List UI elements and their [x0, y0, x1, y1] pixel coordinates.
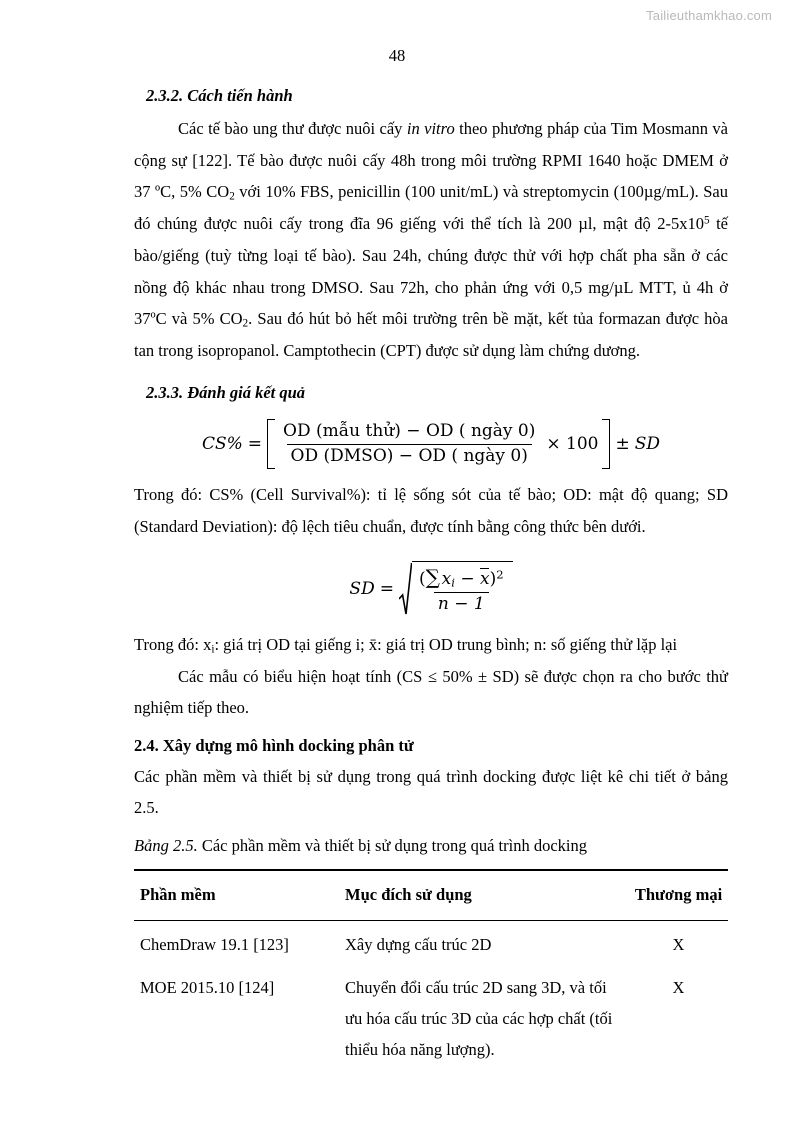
- formula-sd-denominator: n − 1: [434, 592, 489, 616]
- paren-close: ): [489, 568, 497, 589]
- sum-sign-icon: ∑: [425, 564, 440, 589]
- table-head: [134, 870, 728, 920]
- table-header-software: Phần mềm: [134, 870, 339, 920]
- table-row: [134, 920, 728, 964]
- cell-software: MOE 2015.10 [124]: [140, 977, 275, 997]
- table-row: [134, 964, 728, 1069]
- paren-open: (: [418, 568, 426, 589]
- formula-cs-times: × 100: [546, 434, 599, 455]
- formula-cs-bracket: [267, 419, 610, 470]
- subscript-i: i: [211, 643, 215, 656]
- docking-software-table: [134, 869, 728, 1069]
- formula-sd-sqrt: [399, 561, 513, 617]
- formula-sd-lhs: SD: [349, 578, 375, 599]
- paragraph-cs-legend: Trong đó: CS% (Cell Survival%): tỉ lệ sống sót của tế bào; OD: mật độ quang; SD (Standard Deviation): độ lệch tiêu chuẩn, được tính bằng công thức bên dưới.: [134, 485, 728, 537]
- table-header-row: [134, 870, 728, 920]
- formula-cs-fraction: [279, 421, 539, 468]
- table-caption: [134, 830, 728, 861]
- paragraph-method: [134, 113, 728, 367]
- bracket-left: [267, 419, 275, 470]
- formula-cs-lhs: CS%: [201, 434, 243, 455]
- para-text-c: với 10% FBS, penicillin (100 unit/mL) và streptomycin (100µg/mL). Sau đó chúng được nuôi cấy trong đĩa 96 giếng với thể tích là 200 µl, mật độ 2-5x10: [134, 182, 728, 234]
- table-body: [134, 920, 728, 1069]
- sd-legend-c: : giá trị OD trung bình; n: số giếng thử lặp lại: [377, 634, 678, 654]
- superscript-cell-density: 5: [703, 214, 710, 227]
- formula-cs-equals: =: [247, 434, 263, 455]
- formula-sd-minus: −: [460, 568, 475, 589]
- formula-standard-deviation: [134, 561, 728, 617]
- formula-cs-plusminus: ±: [615, 434, 630, 455]
- formula-cell-survival: [134, 419, 728, 470]
- radical-sign-icon: [399, 561, 412, 617]
- formula-cs-denominator: OD (DMSO) − OD ( ngày 0): [287, 444, 532, 468]
- para-text-d: tế bào/giếng (tuỳ từng loại tế bào). Sau 24h, chúng được thử với hợp chất pha sẵn ở các nồng độ khác nhau trong DMSO. Sau 72h, cho phản ứng với 0,5 mg/µL MTT, ủ 4h ở 37ºC và 5% CO: [134, 214, 728, 329]
- formula-sd-xi-sub: i: [451, 575, 455, 590]
- formula-cs-sd: SD: [634, 434, 661, 455]
- table-header-commercial: Thương mại: [629, 870, 728, 920]
- cell-commercial: X: [672, 977, 685, 997]
- para-text-e: . Sau đó hút bỏ hết môi trường trên bề mặt, kết tủa formazan được hòa tan trong isopropanol. Camptothecin (CPT) được sử dụng làm chứng dương.: [134, 309, 728, 361]
- sd-legend-b: : giá trị OD tại giếng i;: [214, 634, 369, 654]
- cell-purpose: Xây dựng cấu trúc 2D: [345, 934, 492, 954]
- formula-sd-xbar: x: [479, 568, 490, 589]
- cell-software: ChemDraw 19.1 [123]: [140, 934, 289, 954]
- paragraph-activity-criteria: Các mẫu có biểu hiện hoạt tính (CS ≤ 50% ± SD) sẽ được chọn ra cho bước thử nghiệm tiếp theo.: [134, 666, 728, 718]
- cell-purpose: Chuyển đổi cấu trúc 2D sang 3D, và tối ưu hóa cấu trúc 3D của các hợp chất (tối thiểu hóa năng lượng).: [345, 977, 613, 1060]
- watermark-text: Tailieuthamkhao.com: [646, 8, 772, 23]
- table-header-purpose: Mục đích sử dụng: [339, 870, 629, 920]
- formula-sd-power: 2: [496, 567, 504, 582]
- paragraph-docking-intro: Các phần mềm và thiết bị sử dụng trong quá trình docking được liệt kê chi tiết ở bảng 2.5.: [134, 766, 728, 818]
- formula-sd-fraction: [415, 565, 508, 616]
- heading-2-3-3: 2.3.3. Đánh giá kết quả: [146, 382, 306, 402]
- para-text-b: theo phương pháp của Tim Mosmann và cộng sự [122]. Tế bào được nuôi cấy 48h trong môi trường RPMI 1640 hoặc DMEM ở 37 ºC, 5% CO: [134, 118, 728, 202]
- subscript-co2-second: 2: [242, 317, 249, 330]
- heading-2-4: 2.4. Xây dựng mô hình docking phân tử: [134, 736, 414, 756]
- sd-legend-a: Trong đó: x: [134, 634, 212, 654]
- bracket-right: [602, 419, 610, 470]
- sd-legend-xbar: x̄: [368, 634, 378, 654]
- para-italic-invitro: in vitro: [406, 118, 455, 138]
- formula-sd-equals: =: [379, 578, 394, 599]
- cell-commercial: X: [672, 934, 685, 954]
- para-text-a: Các tế bào ung thư được nuôi cấy: [178, 118, 407, 138]
- paragraph-sd-legend: [134, 629, 728, 661]
- formula-sd-xi: x: [441, 568, 452, 589]
- formula-sd-radicand: [412, 561, 513, 617]
- table-caption-label: Bảng 2.5.: [134, 836, 198, 856]
- subscript-co2-first: 2: [229, 190, 235, 203]
- formula-sd-numerator: [415, 565, 508, 592]
- page-number: 48: [388, 46, 406, 65]
- formula-cs-numerator: OD (mẫu thử) − OD ( ngày 0): [283, 420, 536, 441]
- page-content: [134, 84, 728, 1069]
- table-caption-text: Các phần mềm và thiết bị sử dụng trong quá trình docking: [197, 836, 588, 856]
- heading-2-3-2: 2.3.2. Cách tiến hành: [146, 86, 293, 105]
